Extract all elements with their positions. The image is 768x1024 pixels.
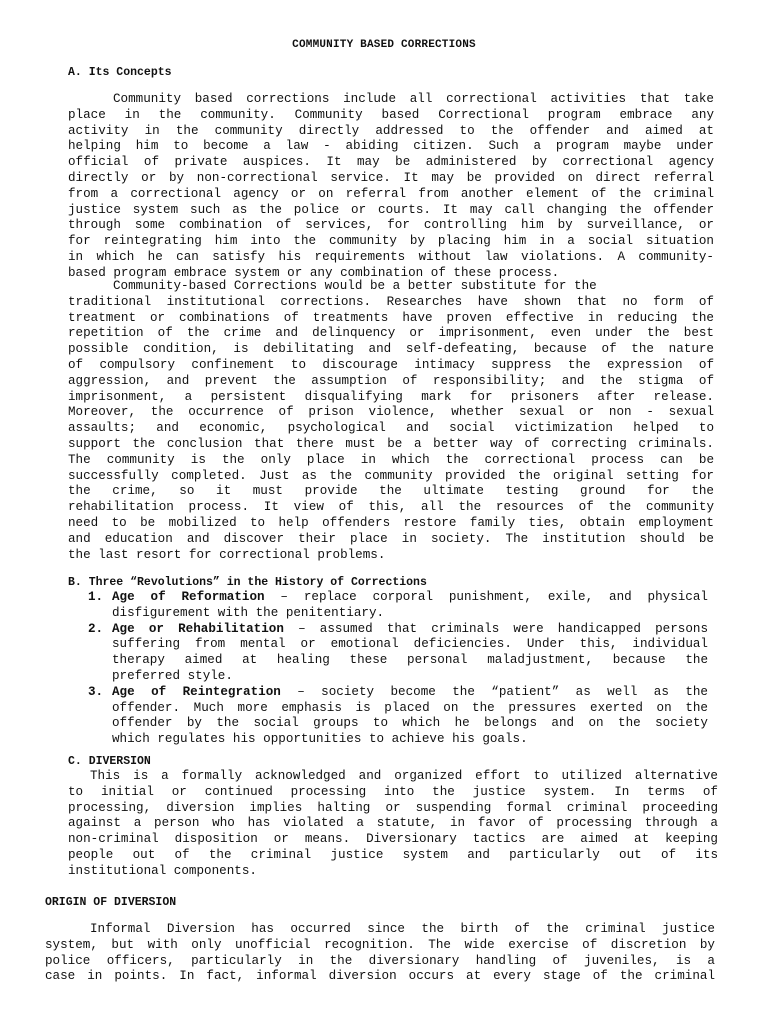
text-line: disfigurement with the penitentiary.: [112, 605, 385, 620]
text-line: repetition of the crime and delinquency or imprisonment, even under the best: [68, 326, 714, 341]
text-line: activity in the community directly addressed to the offender and aimed at: [68, 123, 714, 138]
list-item-number: 3.: [88, 684, 104, 699]
text-line: suffering from mental or emotional deficiencies. Under this, individual: [112, 637, 708, 652]
text-line: imprisonment, a persistent disqualifying mark for prisoners after release.: [68, 389, 714, 404]
text-line: rehabilitation process. It view of this, all the resources of the community: [68, 500, 714, 515]
text-line: for reintegrating him into the community by placing him in a social situation: [68, 234, 714, 249]
text-line: – assumed that criminals were handicapped persons: [283, 621, 709, 636]
text-line: Informal Diversion has occurred since the birth of the criminal justice: [90, 922, 715, 936]
text-line: This is a formally acknowledged and organized effort to utilized alternative: [90, 769, 718, 783]
text-line: treatment or combinations of treatments have proven effective in reducing the: [68, 310, 714, 325]
text-line: processing, diversion implies halting or suspending formal criminal proceeding: [68, 800, 718, 815]
text-line: Community-based Corrections would be a better substitute for the: [113, 279, 597, 293]
text-line: Community based corrections include all correctional activities that take: [113, 92, 714, 106]
text-line: system, but with only unofficial recognition. The wide exercise of discretion by: [45, 937, 715, 952]
list-item: [88, 621, 732, 685]
text-line: through some combination of services, for controlling him by surveillance, or: [68, 218, 714, 233]
section-a-paragraph-2: [68, 279, 714, 563]
text-line: institutional components.: [68, 863, 257, 878]
text-line: from a correctional agency or on referral from another element of the criminal: [68, 186, 714, 201]
text-line: the crime, so it must provide the ultimate testing ground for the: [68, 484, 714, 499]
list-item-term: Age or Rehabilitation: [112, 621, 284, 636]
text-line: successfully completed. Just as the community provided the original setting for: [68, 468, 714, 483]
section-c-heading: C. DIVERSION: [68, 755, 151, 768]
text-line: to initial or continued processing into the justice system. In terms of: [68, 784, 718, 799]
text-line: The community is the only place in which the correctional process can be: [68, 452, 714, 467]
text-line: official of private auspices. It may be administered by correctional agency: [68, 155, 714, 170]
list-item-term: Age of Reformation: [112, 590, 265, 604]
text-line: directly or by non-correctional service. It may be provided on direct referral: [68, 170, 714, 185]
text-line: support the conclusion that there must be a better way of correcting criminals.: [68, 436, 714, 451]
origin-paragraph: [45, 922, 715, 985]
list-item-text: [112, 622, 708, 685]
text-line: the last resort for correctional problems.: [68, 547, 386, 562]
list-item: [88, 590, 732, 622]
text-line: possible condition, is debilitating and self-defeating, because of the nature: [68, 342, 714, 357]
text-line: assaults; and economic, psychological and social victimization helped to: [68, 421, 714, 436]
text-line: of compulsory confinement to discourage intimacy suppress the expression of: [68, 357, 714, 372]
revolutions-list: [88, 590, 732, 748]
text-line: helping him to become a law - abiding citizen. Such a program maybe under: [68, 139, 714, 154]
text-line: offender. Much more emphasis is placed on the pressures exerted on the: [112, 700, 708, 715]
list-item-text: [112, 685, 708, 748]
text-line: need to be mobilized to help offenders restore family ties, obtain employment: [68, 515, 714, 530]
text-line: and education and discover their place in society. The institution should be: [68, 531, 714, 546]
text-line: – replace corporal punishment, exile, and physical: [264, 590, 708, 604]
document-title: COMMUNITY BASED CORRECTIONS: [292, 39, 476, 51]
text-line: place in the community. Community based Correctional program embrace any: [68, 107, 714, 122]
section-a-paragraph-1: [68, 92, 714, 282]
list-item-term: Age of Reintegration: [112, 684, 281, 699]
text-line: people out of the criminal justice system and particularly out of its: [68, 847, 718, 862]
section-b-heading: B. Three “Revolutions” in the History of Corrections: [68, 576, 427, 589]
section-c-paragraph: [68, 769, 718, 880]
text-line: justice system such as the police or courts. It may call changing the offender: [68, 202, 714, 217]
text-line: against a person who has violated a statute, in favor of processing through a: [68, 816, 718, 831]
text-line: non-criminal disposition or means. Diversionary tactics are aimed at keeping: [68, 832, 718, 847]
text-line: offender by the social groups to which he belongs and on the society: [112, 716, 708, 731]
list-item-text: [112, 590, 708, 622]
text-line: police officers, particularly in the diversionary handling of juveniles, is a: [45, 953, 715, 968]
text-line: preferred style.: [112, 668, 233, 683]
list-item: [88, 684, 732, 748]
text-line: therapy aimed at healing these personal maladjustment, because the: [112, 653, 708, 668]
text-line: case in points. In fact, informal diversion occurs at every stage of the criminal: [45, 969, 715, 984]
list-item-number: 1.: [88, 590, 104, 604]
text-line: aggression, and prevent the assumption of responsibility; and the stigma of: [68, 373, 714, 388]
text-line: Moreover, the occurrence of prison violence, whether sexual or non - sexual: [68, 405, 714, 420]
text-line: traditional institutional corrections. Researches have shown that no form of: [68, 294, 714, 309]
text-line: – society become the “patient” as well as the: [280, 684, 708, 699]
list-item-number: 2.: [88, 621, 104, 636]
text-line: which regulates his opportunities to achieve his goals.: [112, 732, 528, 747]
text-line: based program embrace system or any combination of these process.: [68, 265, 560, 280]
section-a-heading: A. Its Concepts: [68, 66, 172, 79]
text-line: in which he can satisfy his requirements without law violations. A community-: [68, 249, 714, 264]
origin-heading: ORIGIN OF DIVERSION: [45, 896, 177, 909]
